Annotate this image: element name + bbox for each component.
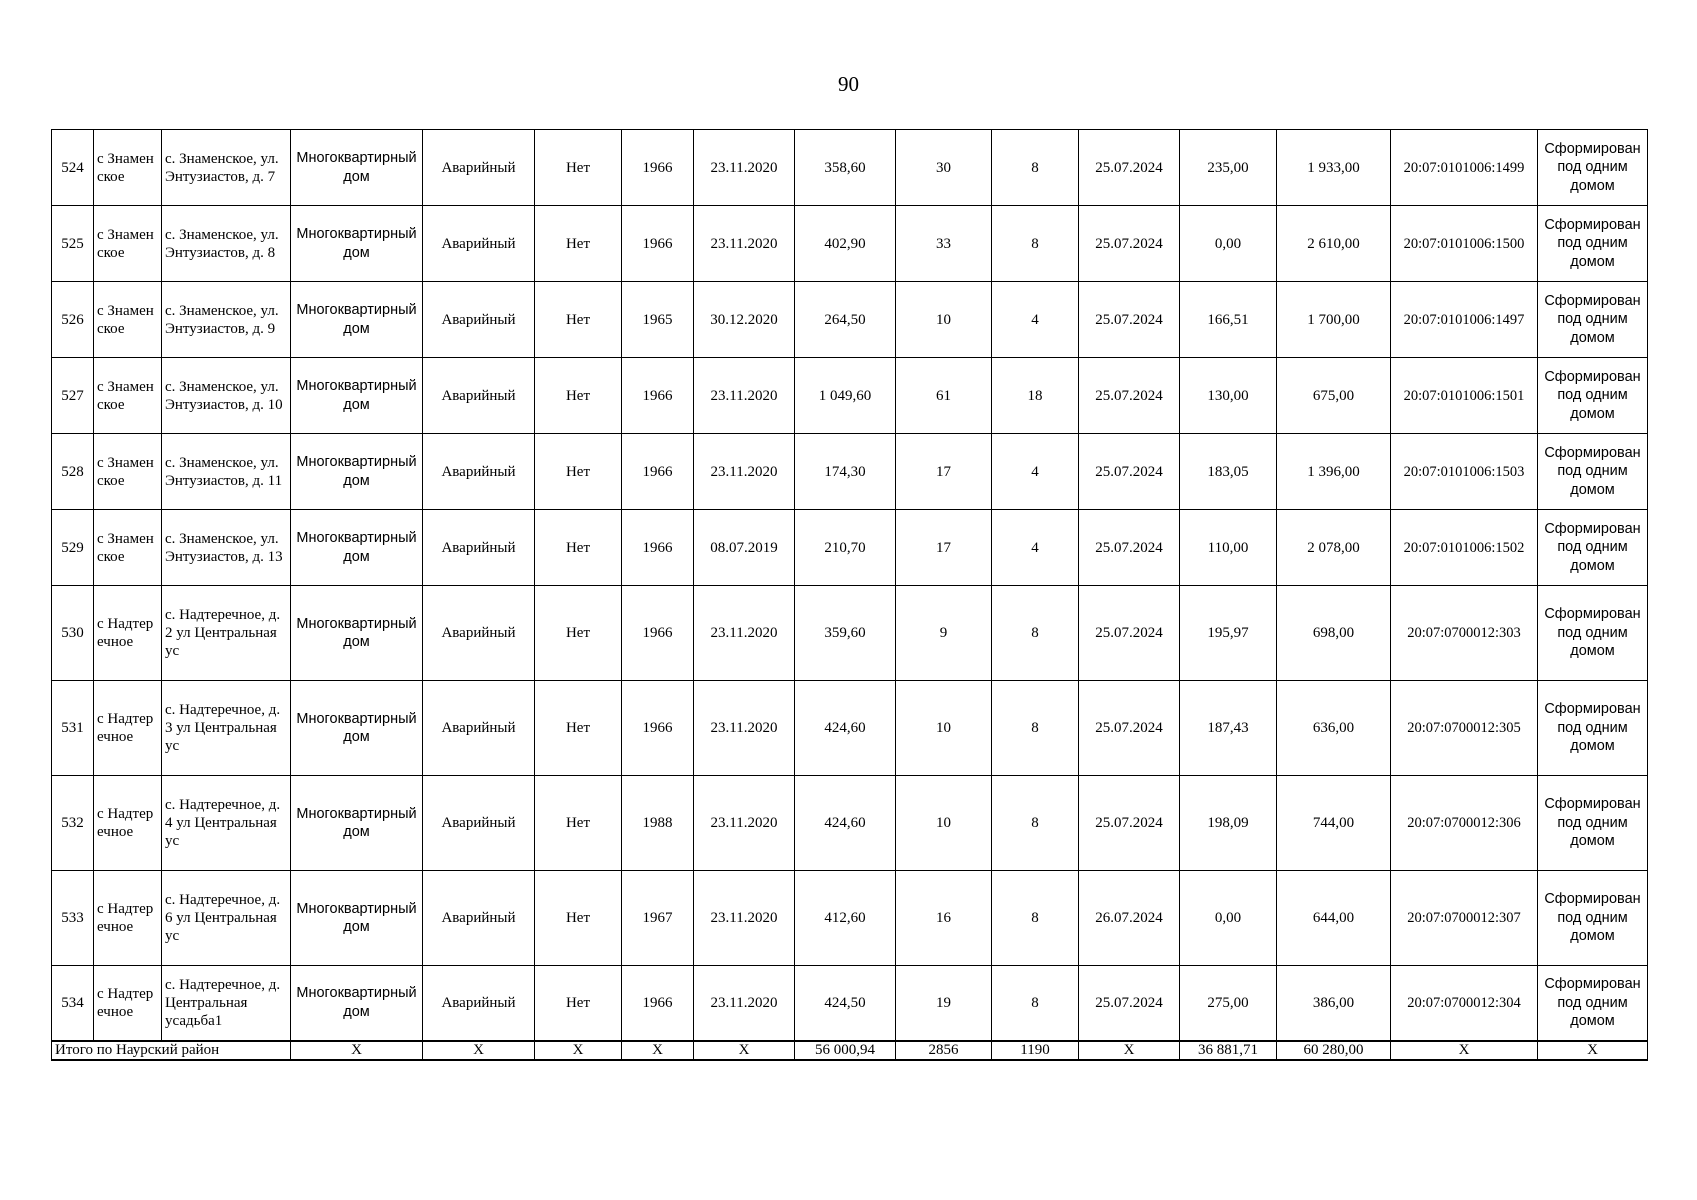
cell-year: 1966	[622, 434, 694, 510]
cell-number: 528	[52, 434, 94, 510]
cell-year: 1966	[622, 130, 694, 206]
cell-units: 8	[992, 206, 1079, 282]
cell-cadastral-number: 20:07:0700012:304	[1391, 966, 1538, 1041]
cell-flag: Нет	[535, 358, 622, 434]
cell-condition: Аварийный	[423, 358, 535, 434]
cell-units: 8	[992, 130, 1079, 206]
total-area: 56 000,94	[795, 1041, 896, 1060]
cell-number: 530	[52, 586, 94, 681]
cell-residents: 17	[896, 510, 992, 586]
cell-number: 533	[52, 871, 94, 966]
cell-units: 8	[992, 776, 1079, 871]
cell-condition: Аварийный	[423, 206, 535, 282]
cell-year: 1966	[622, 206, 694, 282]
table-row	[52, 510, 1648, 586]
cell-note: Сформирован под одним домом	[1538, 282, 1648, 358]
table-row	[52, 130, 1648, 206]
cell-condition: Аварийный	[423, 282, 535, 358]
cell-building-type: Многоквартирный дом	[291, 358, 423, 434]
cell-plot-area: 2 610,00	[1277, 206, 1391, 282]
cell-flag: Нет	[535, 130, 622, 206]
cell-plot-area: 2 078,00	[1277, 510, 1391, 586]
housing-registry-table	[51, 129, 1648, 1061]
cell-plot-area: 1 933,00	[1277, 130, 1391, 206]
cell-cadastral-number: 20:07:0101006:1503	[1391, 434, 1538, 510]
cell-residents: 30	[896, 130, 992, 206]
cell-cadastral-number: 20:07:0700012:303	[1391, 586, 1538, 681]
total-cadastral: X	[1391, 1041, 1538, 1060]
cell-recognition-date: 23.11.2020	[694, 358, 795, 434]
cell-year: 1988	[622, 776, 694, 871]
total-units: 1190	[992, 1041, 1079, 1060]
cell-residents: 9	[896, 586, 992, 681]
cell-deadline: 25.07.2024	[1079, 130, 1180, 206]
cell-land-area: 0,00	[1180, 206, 1277, 282]
cell-address: с. Надтеречное, д. 2 ул Центральная ус	[162, 586, 291, 681]
cell-building-type: Многоквартирный дом	[291, 871, 423, 966]
cell-area: 424,50	[795, 966, 896, 1041]
cell-land-area: 130,00	[1180, 358, 1277, 434]
cell-locality: с Знаменское	[94, 130, 162, 206]
total-date: X	[694, 1041, 795, 1060]
total-year: X	[622, 1041, 694, 1060]
cell-locality: с Знаменское	[94, 282, 162, 358]
cell-units: 8	[992, 681, 1079, 776]
cell-land-area: 183,05	[1180, 434, 1277, 510]
total-type: X	[291, 1041, 423, 1060]
cell-cadastral-number: 20:07:0700012:307	[1391, 871, 1538, 966]
cell-plot-area: 636,00	[1277, 681, 1391, 776]
cell-locality: с Знаменское	[94, 434, 162, 510]
cell-address: с. Знаменское, ул. Энтузиастов, д. 11	[162, 434, 291, 510]
cell-number: 527	[52, 358, 94, 434]
total-deadline: X	[1079, 1041, 1180, 1060]
table-row	[52, 776, 1648, 871]
cell-condition: Аварийный	[423, 586, 535, 681]
cell-building-type: Многоквартирный дом	[291, 681, 423, 776]
cell-area: 1 049,60	[795, 358, 896, 434]
cell-plot-area: 744,00	[1277, 776, 1391, 871]
cell-land-area: 166,51	[1180, 282, 1277, 358]
cell-deadline: 25.07.2024	[1079, 510, 1180, 586]
cell-deadline: 25.07.2024	[1079, 966, 1180, 1041]
table-row	[52, 586, 1648, 681]
cell-recognition-date: 23.11.2020	[694, 871, 795, 966]
cell-flag: Нет	[535, 434, 622, 510]
cell-note: Сформирован под одним домом	[1538, 586, 1648, 681]
cell-units: 8	[992, 871, 1079, 966]
cell-deadline: 25.07.2024	[1079, 434, 1180, 510]
cell-plot-area: 386,00	[1277, 966, 1391, 1041]
table-row	[52, 434, 1648, 510]
cell-recognition-date: 08.07.2019	[694, 510, 795, 586]
cell-area: 174,30	[795, 434, 896, 510]
cell-number: 524	[52, 130, 94, 206]
cell-flag: Нет	[535, 282, 622, 358]
cell-residents: 33	[896, 206, 992, 282]
cell-deadline: 26.07.2024	[1079, 871, 1180, 966]
cell-land-area: 187,43	[1180, 681, 1277, 776]
cell-condition: Аварийный	[423, 681, 535, 776]
cell-units: 8	[992, 966, 1079, 1041]
cell-year: 1966	[622, 510, 694, 586]
cell-residents: 17	[896, 434, 992, 510]
cell-condition: Аварийный	[423, 510, 535, 586]
cell-residents: 10	[896, 681, 992, 776]
cell-recognition-date: 30.12.2020	[694, 282, 795, 358]
cell-land-area: 275,00	[1180, 966, 1277, 1041]
cell-number: 534	[52, 966, 94, 1041]
cell-building-type: Многоквартирный дом	[291, 434, 423, 510]
cell-number: 531	[52, 681, 94, 776]
cell-number: 532	[52, 776, 94, 871]
cell-land-area: 110,00	[1180, 510, 1277, 586]
cell-address: с. Надтеречное, д. 4 ул Центральная ус	[162, 776, 291, 871]
table-body	[52, 130, 1648, 1041]
cell-locality: с Знаменское	[94, 510, 162, 586]
cell-recognition-date: 23.11.2020	[694, 966, 795, 1041]
cell-units: 8	[992, 586, 1079, 681]
cell-year: 1966	[622, 358, 694, 434]
cell-units: 4	[992, 510, 1079, 586]
cell-address: с. Знаменское, ул. Энтузиастов, д. 9	[162, 282, 291, 358]
cell-plot-area: 1 396,00	[1277, 434, 1391, 510]
cell-address: с. Знаменское, ул. Энтузиастов, д. 7	[162, 130, 291, 206]
cell-cadastral-number: 20:07:0101006:1501	[1391, 358, 1538, 434]
cell-locality: с Надтеречное	[94, 681, 162, 776]
cell-year: 1965	[622, 282, 694, 358]
cell-residents: 16	[896, 871, 992, 966]
cell-land-area: 195,97	[1180, 586, 1277, 681]
cell-deadline: 25.07.2024	[1079, 681, 1180, 776]
cell-number: 525	[52, 206, 94, 282]
cell-note: Сформирован под одним домом	[1538, 681, 1648, 776]
cell-year: 1966	[622, 681, 694, 776]
cell-land-area: 0,00	[1180, 871, 1277, 966]
cell-cadastral-number: 20:07:0101006:1497	[1391, 282, 1538, 358]
cell-residents: 10	[896, 776, 992, 871]
table-row	[52, 358, 1648, 434]
cell-flag: Нет	[535, 776, 622, 871]
total-note: X	[1538, 1041, 1648, 1060]
cell-cadastral-number: 20:07:0700012:306	[1391, 776, 1538, 871]
total-plot-area: 60 280,00	[1277, 1041, 1391, 1060]
cell-building-type: Многоквартирный дом	[291, 206, 423, 282]
cell-plot-area: 675,00	[1277, 358, 1391, 434]
cell-area: 359,60	[795, 586, 896, 681]
cell-address: с. Знаменское, ул. Энтузиастов, д. 13	[162, 510, 291, 586]
cell-residents: 19	[896, 966, 992, 1041]
cell-deadline: 25.07.2024	[1079, 358, 1180, 434]
cell-deadline: 25.07.2024	[1079, 282, 1180, 358]
cell-locality: с Знаменское	[94, 206, 162, 282]
cell-recognition-date: 23.11.2020	[694, 206, 795, 282]
cell-area: 264,50	[795, 282, 896, 358]
cell-area: 424,60	[795, 681, 896, 776]
cell-locality: с Надтеречное	[94, 776, 162, 871]
cell-note: Сформирован под одним домом	[1538, 510, 1648, 586]
cell-building-type: Многоквартирный дом	[291, 510, 423, 586]
cell-number: 529	[52, 510, 94, 586]
cell-flag: Нет	[535, 510, 622, 586]
total-land-area: 36 881,71	[1180, 1041, 1277, 1060]
cell-units: 18	[992, 358, 1079, 434]
cell-units: 4	[992, 282, 1079, 358]
cell-address: с. Знаменское, ул. Энтузиастов, д. 10	[162, 358, 291, 434]
table-row	[52, 871, 1648, 966]
cell-condition: Аварийный	[423, 434, 535, 510]
cell-flag: Нет	[535, 206, 622, 282]
cell-address: с. Надтеречное, д. Центральная усадьба1	[162, 966, 291, 1041]
cell-plot-area: 1 700,00	[1277, 282, 1391, 358]
cell-condition: Аварийный	[423, 776, 535, 871]
table-row	[52, 282, 1648, 358]
total-label: Итого по Наурский район	[52, 1041, 291, 1060]
cell-recognition-date: 23.11.2020	[694, 434, 795, 510]
cell-locality: с Надтеречное	[94, 966, 162, 1041]
cell-flag: Нет	[535, 966, 622, 1041]
total-flag: X	[535, 1041, 622, 1060]
cell-recognition-date: 23.11.2020	[694, 130, 795, 206]
cell-locality: с Надтеречное	[94, 586, 162, 681]
cell-flag: Нет	[535, 871, 622, 966]
cell-recognition-date: 23.11.2020	[694, 586, 795, 681]
cell-residents: 61	[896, 358, 992, 434]
cell-building-type: Многоквартирный дом	[291, 282, 423, 358]
cell-locality: с Знаменское	[94, 358, 162, 434]
cell-plot-area: 698,00	[1277, 586, 1391, 681]
cell-area: 424,60	[795, 776, 896, 871]
cell-land-area: 198,09	[1180, 776, 1277, 871]
cell-deadline: 25.07.2024	[1079, 586, 1180, 681]
cell-number: 526	[52, 282, 94, 358]
total-status: X	[423, 1041, 535, 1060]
table-row	[52, 681, 1648, 776]
cell-condition: Аварийный	[423, 871, 535, 966]
cell-flag: Нет	[535, 681, 622, 776]
cell-deadline: 25.07.2024	[1079, 206, 1180, 282]
cell-building-type: Многоквартирный дом	[291, 776, 423, 871]
cell-note: Сформирован под одним домом	[1538, 871, 1648, 966]
cell-note: Сформирован под одним домом	[1538, 206, 1648, 282]
cell-cadastral-number: 20:07:0700012:305	[1391, 681, 1538, 776]
cell-flag: Нет	[535, 586, 622, 681]
page-number: 90	[838, 72, 859, 96]
cell-cadastral-number: 20:07:0101006:1502	[1391, 510, 1538, 586]
cell-note: Сформирован под одним домом	[1538, 358, 1648, 434]
cell-area: 412,60	[795, 871, 896, 966]
cell-condition: Аварийный	[423, 966, 535, 1041]
cell-year: 1966	[622, 966, 694, 1041]
cell-address: с. Знаменское, ул. Энтузиастов, д. 8	[162, 206, 291, 282]
cell-note: Сформирован под одним домом	[1538, 966, 1648, 1041]
cell-address: с. Надтеречное, д. 6 ул Центральная ус	[162, 871, 291, 966]
cell-building-type: Многоквартирный дом	[291, 966, 423, 1041]
cell-area: 358,60	[795, 130, 896, 206]
cell-cadastral-number: 20:07:0101006:1500	[1391, 206, 1538, 282]
cell-year: 1967	[622, 871, 694, 966]
cell-condition: Аварийный	[423, 130, 535, 206]
cell-recognition-date: 23.11.2020	[694, 681, 795, 776]
cell-year: 1966	[622, 586, 694, 681]
cell-address: с. Надтеречное, д. 3 ул Центральная ус	[162, 681, 291, 776]
cell-land-area: 235,00	[1180, 130, 1277, 206]
table-row	[52, 966, 1648, 1041]
cell-area: 402,90	[795, 206, 896, 282]
cell-note: Сформирован под одним домом	[1538, 130, 1648, 206]
cell-note: Сформирован под одним домом	[1538, 434, 1648, 510]
total-row	[52, 1041, 1648, 1060]
cell-units: 4	[992, 434, 1079, 510]
cell-locality: с Надтеречное	[94, 871, 162, 966]
cell-building-type: Многоквартирный дом	[291, 586, 423, 681]
cell-building-type: Многоквартирный дом	[291, 130, 423, 206]
cell-plot-area: 644,00	[1277, 871, 1391, 966]
total-residents: 2856	[896, 1041, 992, 1060]
cell-deadline: 25.07.2024	[1079, 776, 1180, 871]
table-row	[52, 206, 1648, 282]
cell-cadastral-number: 20:07:0101006:1499	[1391, 130, 1538, 206]
cell-note: Сформирован под одним домом	[1538, 776, 1648, 871]
cell-recognition-date: 23.11.2020	[694, 776, 795, 871]
cell-residents: 10	[896, 282, 992, 358]
cell-area: 210,70	[795, 510, 896, 586]
